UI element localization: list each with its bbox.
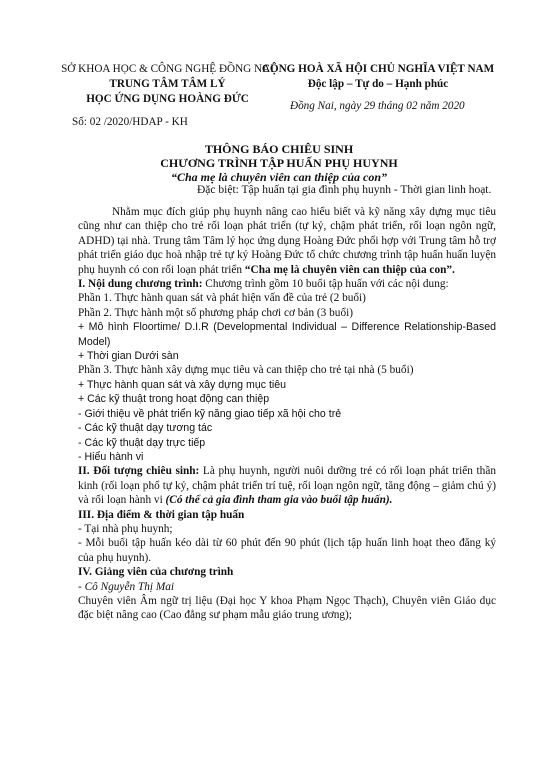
issuer-department: SỞ KHOA HỌC & CÔNG NGHỆ ĐỒNG NAI [61, 63, 274, 75]
document-number: Số: 02 /2020/HDAP - KH [72, 116, 188, 128]
section1-heading-rest: Chương trình gồm 10 buổi tập huấn với các nội dung: [202, 278, 449, 291]
section2-paragraph [78, 464, 496, 507]
list-item: - Tại nhà phụ huynh; [78, 522, 173, 535]
list-item: + Các kỹ thuật trong hoạt động can thiệp [78, 393, 270, 406]
lecturer-name: - Cô Nguyễn Thị Mai [78, 580, 175, 593]
intro-program-name: “Cha mẹ là chuyên viên can thiệp của con”. [244, 263, 455, 276]
intro-text: Nhằm mục đích giúp phụ huynh nâng cao hiểu biết và kỹ năng xây dựng mục tiêu cũng như can thiệp cho trẻ rối loạn phát triển (tự kỷ, chậm phát triển, rối loạn ngôn ngữ, ADHD) tại nhà. Trung tâm Tâm lý học ứng dụng Hoàng Đức phối hợp với Trung tâm hỗ trợ phát triển giáo dục hoà nhập trẻ tự kỷ Hoàng Đức tổ chức chương trình tập huấn huấn luyện phụ huynh có con rối loạn phát triển [78, 206, 496, 276]
document-title-block [60, 142, 498, 184]
document-date: Đồng Nai, ngày 29 tháng 02 năm 2020 [290, 100, 465, 112]
special-note: Đặc biệt: Tập huấn tại gia đình phụ huynh - Thời gian linh hoạt. [197, 184, 492, 196]
issuer-center: TRUNG TÂM TÂM LÝ [109, 78, 226, 90]
section2-text: Là phụ huynh, người nuôi dưỡng trẻ có rối loạn phát triển thần kinh (rối loạn phổ tự kỷ, chậm phát triển trí tuệ, rối loạn ngôn ngữ, tăng động – giảm chú ý) và rối loạn hành vi [78, 465, 496, 507]
issuer-center-name: HỌC ỨNG DỤNG HOÀNG ĐỨC [86, 93, 249, 105]
issuer-header [50, 62, 285, 107]
list-item: - Mỗi buổi tập huấn kéo dài từ 60 phút đến 90 phút (lịch tập huấn linh hoạt theo đăng ký của phụ huynh). [78, 537, 496, 564]
list-item: - Các kỹ thuật dạy trực tiếp [78, 436, 206, 449]
list-item: - Các kỹ thuật dạy tương tác [78, 422, 213, 435]
list-item: - Giới thiệu về phát triển kỹ năng giao tiếp xã hội cho trẻ [78, 407, 342, 420]
section2-heading: II. Đối tượng chiêu sinh: [78, 465, 200, 478]
list-item: - Hiểu hành vi [78, 450, 144, 463]
list-item: Phần 3. Thực hành xây dựng mục tiêu và can thiệp cho trẻ tại nhà (5 buổi) [78, 364, 414, 377]
section3-heading: III. Địa điểm & thời gian tập huấn [78, 508, 245, 521]
list-item: + Thực hành quan sát và xây dựng mục tiêu [78, 378, 287, 391]
list-item: Phần 2. Thực hành một số phương pháp chơi cơ bản (3 buổi) [78, 306, 353, 319]
list-item: + Thời gian Dưới sàn [78, 350, 179, 363]
section1-heading: I. Nội dung chương trình: [78, 278, 203, 291]
national-title: CỘNG HOÀ XÃ HỘI CHỦ NGHĨA VIỆT NAM [261, 63, 495, 75]
list-item: Phần 1. Thực hành quan sát và phát hiện vấn đề của trẻ (2 buổi) [78, 292, 366, 305]
title-line-2: CHƯƠNG TRÌNH TẬP HUẤN PHỤ HUYNH [160, 156, 398, 170]
title-line-1: THÔNG BÁO CHIÊU SINH [204, 142, 354, 156]
list-item: + Mô hình Floortime/ D.I.R (Developmental Individual – Difference Relationship-Based Model) [78, 321, 496, 348]
title-line-3: “Cha mẹ là chuyên viên can thiệp của con” [171, 170, 387, 184]
national-motto: Độc lập – Tự do – Hạnh phúc [307, 78, 449, 90]
lecturer-description: Chuyên viên Âm ngữ trị liệu (Đại học Y khoa Phạm Ngọc Thạch), Chuyên viên Giáo dục đặc biệt nâng cao (Cao đẳng sư phạm mẫu giáo trung ương); [78, 594, 496, 622]
section1-heading-line [78, 277, 496, 291]
intro-paragraph [78, 205, 496, 277]
document-body [78, 205, 496, 623]
section4-heading: IV. Giảng viên của chương trình [78, 566, 234, 579]
section2-note: (Có thể cả gia đình tham gia vào buổi tập huấn). [165, 494, 393, 507]
national-header [258, 62, 498, 92]
